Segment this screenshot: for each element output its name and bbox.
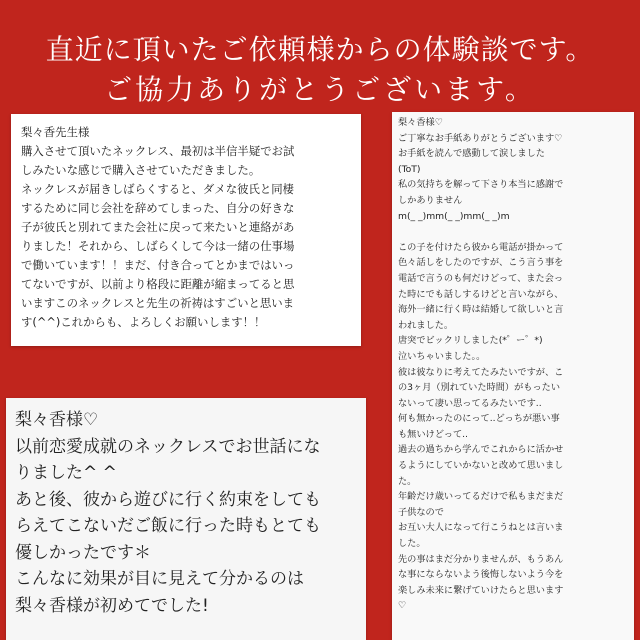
testimonial-line: お互い大人になって行こうねとは言いま	[398, 522, 564, 534]
testimonial-line: しかありません	[398, 194, 463, 206]
testimonial-line: 楽しみ未来に繋げていけたらと思います	[398, 584, 564, 596]
testimonial-line: 以前恋愛成就のネックレスでお世話にな	[15, 436, 321, 457]
testimonial-line: す(^^)これからも、よろしくお願いします！！	[21, 315, 266, 329]
testimonial-line: 梨々香様♡	[398, 117, 443, 128]
testimonial-line: お手紙を読んで感動して涙しました	[398, 148, 545, 160]
testimonial-line: た。	[398, 475, 417, 487]
testimonial-line: りました！それから、しばらくして今は一緒の仕事場	[21, 239, 295, 253]
header-title: 直近に頂いたご依頼様からの体験談です。	[45, 33, 595, 66]
testimonial-line: 私の気持ちを解って下さり本当に感謝で	[398, 179, 564, 191]
testimonial-line: 購入させて頂いたネックレス、最初は半信半疑でお試	[21, 144, 295, 158]
testimonial-line: m(_ _)mm(_ _)mm(_ _)m	[398, 210, 510, 222]
testimonial-line: あと後、彼から遊びに行く約束をしても	[15, 489, 321, 510]
testimonial-line: も無いけどって..	[398, 428, 468, 440]
testimonial-line: てないですが、以前より格段に距離が縮まってると思	[21, 277, 295, 291]
testimonial-line: た時にでも話しするけどと言いながら、	[398, 288, 564, 300]
testimonial-line: 色々話しをしたのですが、こう言う事を	[398, 257, 564, 269]
testimonial-line: (ToT)	[398, 163, 421, 175]
testimonial-line: 海外一緒に行く時は結婚して欲しいと言	[398, 304, 564, 316]
testimonial-line: な事にならないよう後悔しないよう今を	[398, 569, 564, 581]
testimonial-line: 優しかったです＊	[15, 542, 151, 563]
testimonial-line: 泣いちゃいました。。	[398, 350, 486, 362]
testimonial-line: 梨々香様♡	[15, 410, 99, 430]
testimonial-line: 彼は彼なりに考えてたみたいですが、こ	[398, 366, 564, 378]
testimonial-line: した。	[398, 538, 426, 550]
testimonial-line: ご丁寧なお手紙ありがとうございます♡	[398, 132, 563, 144]
testimonial-line: 梨々香先生様	[21, 125, 90, 139]
testimonial-line: こんなに効果が目に見えて分かるのは	[15, 569, 304, 589]
paragraph-gap	[398, 224, 628, 240]
testimonial-line: するために同じ会社を辞めてしまった、自分の好きな	[21, 201, 295, 215]
testimonial-line: しみたいな感じで購入させていただきました。	[21, 163, 261, 177]
testimonial-card-necklace	[11, 114, 361, 346]
testimonial-line: の3ヶ月（別れていた時間）がもったい	[398, 382, 561, 394]
testimonial-line: るようにしていかないと改めて思いまし	[398, 460, 564, 472]
testimonial-line: ネックレスが届きしばらくすると、ダメな彼氏と同棲	[21, 182, 295, 196]
header-subtitle: ご協力ありがとうございます。	[104, 73, 536, 106]
testimonial-line: 唐突でビックリしました(*゜ー゜*)	[398, 335, 543, 347]
testimonial-line: 年齢だけ歳いってるだけで私もまだまだ	[398, 491, 564, 503]
testimonial-card-love	[6, 398, 366, 640]
testimonial-line: 何も無かったのにって..どっちが悪い事	[398, 413, 560, 425]
testimonial-line: 過去の過ちから学んでこれからに活かせ	[398, 444, 564, 456]
testimonial-line: らえてこないだご飯に行った時もとても	[15, 516, 321, 536]
testimonial-line: われました。	[398, 319, 454, 331]
testimonial-line: 梨々香様が初めてでした!	[15, 595, 209, 616]
testimonial-line: ♡	[398, 600, 407, 612]
testimonial-line: で働いています！！まだ、付き合ってとかまではいっ	[21, 258, 295, 272]
testimonial-line: 子供なので	[398, 506, 444, 518]
testimonial-line: 先の事はまだ分かりませんが、もうあん	[398, 553, 564, 565]
testimonial-card-letter	[392, 112, 634, 640]
testimonial-line: 子が彼氏と別れてまた会社に戻って来たいと連絡があ	[21, 220, 295, 234]
testimonial-line: 電話で言うのも何だけどって、また会っ	[398, 272, 564, 284]
testimonial-line: いますこのネックレスと先生の祈祷はすごいと思いま	[21, 296, 295, 310]
testimonial-line: ないって凄い思ってるみたいです..	[398, 397, 542, 409]
testimonial-line: りました^ ^	[15, 463, 117, 483]
testimonial-line: この子を付けたら彼から電話が掛かって	[398, 241, 564, 253]
